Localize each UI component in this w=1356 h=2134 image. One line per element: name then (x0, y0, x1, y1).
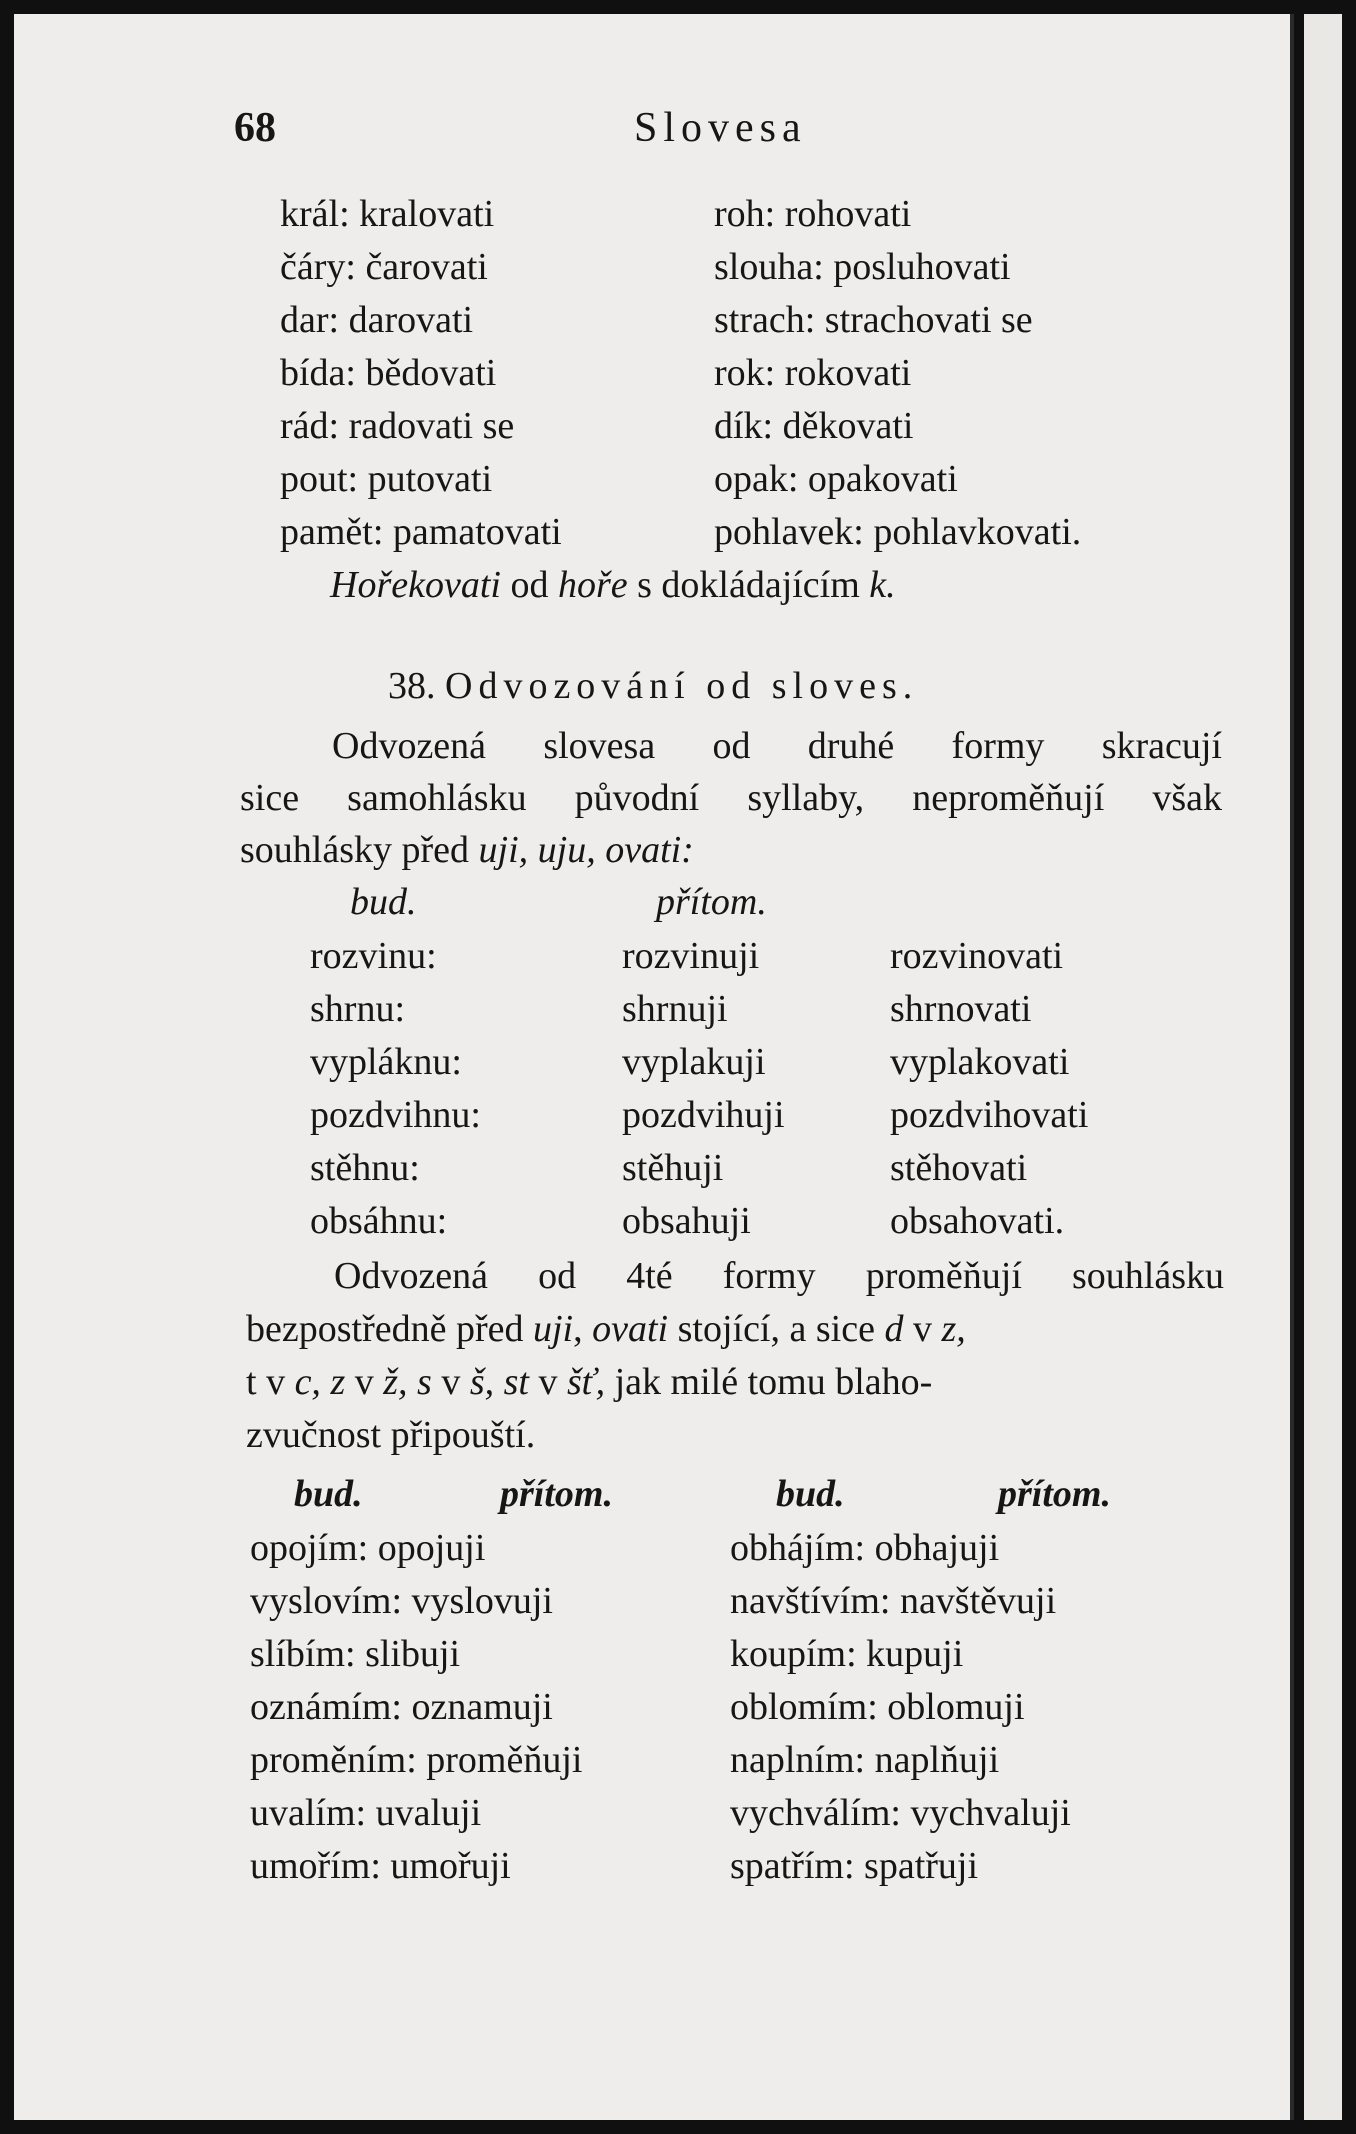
note-word: Hořekovati (330, 564, 501, 606)
pair-right: oblomím: oblomuji (730, 1686, 1025, 1728)
pair-right: slouha: posluhovati (714, 246, 1011, 288)
pair-left: slíbím: slibuji (250, 1633, 461, 1675)
pair-left: bída: bědovati (280, 352, 497, 394)
pair-left: dar: darovati (280, 299, 474, 341)
pair-right: rok: rokovati (714, 352, 912, 394)
pair-right: vychválím: vychvaluji (730, 1792, 1071, 1834)
pair-left: uvalím: uvaluji (250, 1792, 482, 1834)
table-cell: obsahovati. (890, 1200, 1065, 1242)
book-page (14, 14, 1294, 2120)
note-text: od (500, 564, 558, 606)
column-header-pritom: přítom. (500, 1473, 613, 1515)
table-cell: rozvinu: (310, 935, 437, 977)
running-title: Slovesa (634, 105, 807, 151)
section-heading (388, 664, 918, 708)
pair-left: král: kralovati (280, 193, 495, 235)
paragraph-text: souhlásky před (240, 829, 479, 871)
table-cell: shrnu: (310, 988, 405, 1030)
table-cell: vyplakovati (890, 1041, 1070, 1083)
paragraph-line: Odvozená od 4té formy proměňují souhlásku (334, 1255, 1224, 1297)
paragraph-line: sice samohlásku původní syllaby, neproměňují však (240, 777, 1222, 819)
note-line (330, 563, 896, 607)
note-word: k. (869, 564, 896, 606)
table-cell: shrnuji (622, 988, 728, 1030)
paragraph-italic: uji, uju, ovati: (478, 829, 694, 871)
pair-right: navštívím: navštěvuji (730, 1580, 1057, 1622)
note-text: s dokládajícím (627, 564, 870, 606)
table-cell: stěhnu: (310, 1147, 420, 1189)
page-number: 68 (234, 105, 276, 151)
column-header-bud: bud. (776, 1473, 845, 1515)
pair-left: čáry: čarovati (280, 246, 488, 288)
adjacent-page-edge (1304, 14, 1342, 2120)
section-title: Odvozování od sloves. (445, 665, 919, 707)
paragraph-line: bezpostředně před uji, ovati stojící, a sice d v z, (246, 1308, 966, 1350)
column-header-pritom: přítom. (656, 881, 767, 923)
section-number: 38. (388, 665, 436, 707)
column-header-pritom: přítom. (998, 1473, 1111, 1515)
table-cell: rozvinovati (890, 935, 1064, 977)
paragraph-line: t v c, z v ž, s v š, st v šť, jak milé tomu blaho- (246, 1361, 933, 1403)
table-cell: vypláknu: (310, 1041, 462, 1083)
pair-left: proměním: proměňuji (250, 1739, 583, 1781)
pair-right: dík: děkovati (714, 405, 914, 447)
pair-left: oznámím: oznamuji (250, 1686, 553, 1728)
paragraph-line: zvučnost připouští. (246, 1414, 536, 1456)
pair-left: pout: putovati (280, 458, 493, 500)
note-word: hoře (557, 564, 628, 606)
pair-right: obhájím: obhajuji (730, 1527, 1000, 1569)
paragraph-line: Odvozená slovesa od druhé formy skracují (332, 725, 1222, 767)
table-cell: shrnovati (890, 988, 1032, 1030)
pair-left: vyslovím: vyslovuji (250, 1580, 553, 1622)
column-header-bud: bud. (294, 1473, 363, 1515)
pair-left: rád: radovati se (280, 405, 515, 447)
pair-right: pohlavek: pohlavkovati. (714, 511, 1082, 553)
table-cell: obsahuji (622, 1200, 751, 1242)
pair-left: umořím: umořuji (250, 1845, 511, 1887)
table-cell: rozvinuji (622, 935, 760, 977)
table-cell: stěhovati (890, 1147, 1028, 1189)
pair-right: roh: rohovati (714, 193, 912, 235)
table-cell: pozdvihovati (890, 1094, 1089, 1136)
table-cell: vyplakuji (622, 1041, 766, 1083)
pair-right: strach: strachovati se (714, 299, 1033, 341)
paragraph-line (240, 828, 694, 872)
pair-right: naplním: naplňuji (730, 1739, 1000, 1781)
pair-left: opojím: opojuji (250, 1527, 486, 1569)
pair-right: spatřím: spatřuji (730, 1845, 979, 1887)
column-header-bud: bud. (350, 881, 417, 923)
pair-right: koupím: kupuji (730, 1633, 964, 1675)
pair-left: pamět: pamatovati (280, 511, 562, 553)
table-cell: pozdvihuji (622, 1094, 785, 1136)
table-cell: obsáhnu: (310, 1200, 448, 1242)
table-cell: stěhuji (622, 1147, 724, 1189)
pair-right: opak: opakovati (714, 458, 958, 500)
table-cell: pozdvihnu: (310, 1094, 481, 1136)
